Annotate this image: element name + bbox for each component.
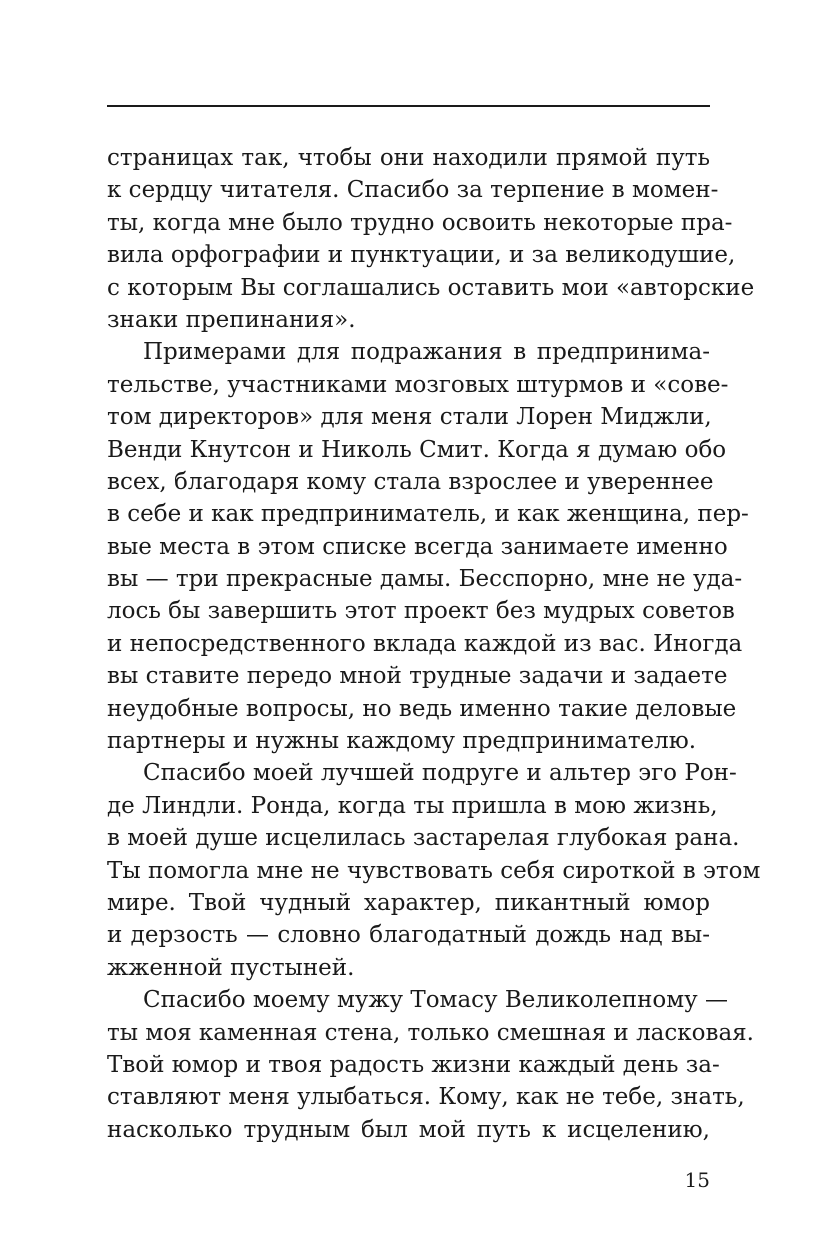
- text-line: жженной пустыней.: [107, 954, 355, 981]
- paragraph: [107, 142, 755, 336]
- text-line: с которым Вы соглашались оставить мои «авторские: [107, 274, 755, 301]
- paragraph: [107, 984, 754, 1146]
- text-line: насколько трудным был мой путь к исцелению,: [107, 1116, 710, 1143]
- text-line: Примерами для подражания в предпринима-: [143, 339, 710, 366]
- text-line: к сердцу читателя. Спасибо за терпение в момен-: [107, 177, 719, 204]
- text-line: страницах так, чтобы они находили прямой путь: [107, 145, 710, 171]
- text-line: неудобные вопросы, но ведь именно такие деловые: [107, 695, 737, 722]
- text-line: мире. Твой чудный характер, пикантный юмор: [107, 889, 710, 916]
- text-line: вые места в этом списке всегда занимаете именно: [107, 533, 728, 560]
- header-rule: [107, 105, 710, 107]
- paragraph: [107, 757, 761, 984]
- text-line: ты моя каменная стена, только смешная и ласковая.: [107, 1019, 754, 1046]
- text-line: знаки препинания».: [107, 306, 356, 333]
- text-line: и непосредственного вклада каждой из вас. Иногда: [107, 630, 743, 657]
- body-text: [107, 142, 761, 1146]
- text-line: партнеры и нужны каждому предпринимателю.: [107, 728, 697, 755]
- text-line: Твой юмор и твоя радость жизни каждый день за-: [107, 1051, 720, 1078]
- text-line: ставляют меня улыбаться. Кому, как не тебе, знать,: [107, 1084, 745, 1111]
- text-line: том директоров» для меня стали Лорен Миджли,: [107, 404, 712, 431]
- text-line: де Линдли. Ронда, когда ты пришла в мою жизнь,: [107, 792, 718, 819]
- text-line: и дерзость — словно благодатный дождь над вы-: [107, 922, 710, 949]
- page-number: 15: [684, 1168, 710, 1192]
- text-line: в себе и как предприниматель, и как женщина, пер-: [107, 501, 749, 528]
- text-line: в моей душе исцелилась застарелая глубокая рана.: [107, 825, 740, 852]
- text-line: Ты помогла мне не чувствовать себя сироткой в этом: [107, 857, 761, 884]
- text-line: ты, когда мне было трудно освоить некоторые пра-: [107, 209, 733, 236]
- text-line: Спасибо моему мужу Томасу Великолепному —: [143, 987, 729, 1014]
- text-line: лось бы завершить этот проект без мудрых советов: [107, 598, 735, 625]
- text-line: Спасибо моей лучшей подруге и альтер эго Рон-: [143, 760, 737, 787]
- text-line: тельстве, участниками мозговых штурмов и «сове-: [107, 371, 729, 398]
- text-line: вы ставите передо мной трудные задачи и задаете: [107, 663, 728, 690]
- paragraph: [107, 336, 749, 757]
- text-line: Венди Кнутсон и Николь Смит. Когда я думаю обо: [107, 436, 727, 463]
- text-line: всех, благодаря кому стала взрослее и увереннее: [107, 468, 714, 495]
- text-line: вила орфографии и пунктуации, и за великодушие,: [107, 242, 736, 269]
- text-line: вы — три прекрасные дамы. Бесспорно, мне не уда-: [107, 566, 743, 593]
